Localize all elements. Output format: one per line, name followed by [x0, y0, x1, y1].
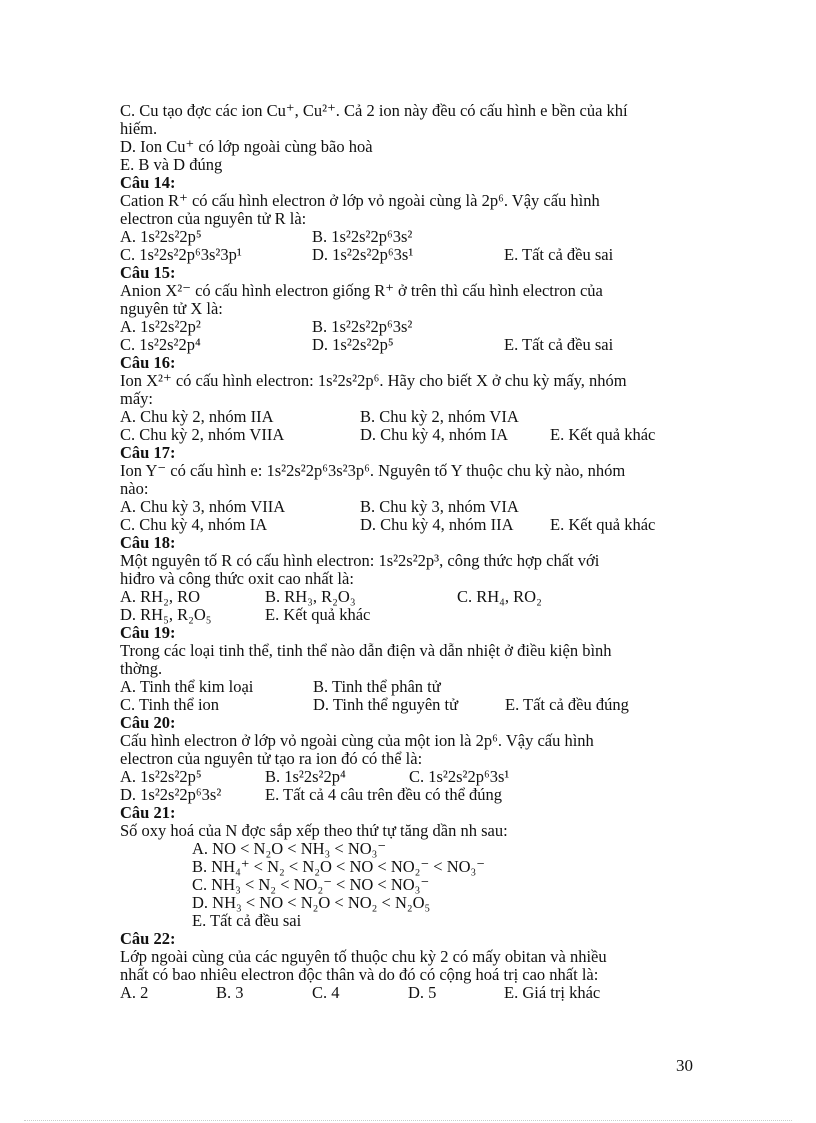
option-a: A. Tinh thể kim loại	[120, 677, 254, 696]
question-21-stem: Số oxy hoá của N đợc sắp xếp theo thứ tự tăng dần nh sau:	[120, 821, 508, 840]
question-18-stem: hiđro và công thức oxit cao nhất là:	[120, 569, 354, 588]
option-d: D. NH₃ < NO < N₂O < NO₂ < N₂O₅	[192, 893, 431, 912]
option-c: C. Chu kỳ 4, nhóm IA	[120, 515, 268, 534]
option-e: E. Tất cả đều đúng	[505, 695, 629, 714]
question-16-title: Câu 16:	[120, 353, 176, 372]
option-d: D. 1s²2s²2p⁶3s¹	[312, 245, 414, 264]
question-17-stem: Ion Y⁻ có cấu hình e: 1s²2s²2p⁶3s²3p⁶. Nguyên tố Y thuộc chu kỳ nào, nhóm	[120, 461, 626, 480]
options-row	[120, 426, 710, 444]
options-row	[120, 336, 710, 354]
option-b: B. Tinh thể phân tử	[313, 677, 441, 696]
question-19-stem: Trong các loại tinh thể, tinh thể nào dẫn điện và dẫn nhiệt ở điều kiện bình	[120, 641, 612, 660]
option-c: C. 1s²2s²2p⁶3s²3p¹	[120, 245, 242, 264]
options-row	[120, 408, 710, 426]
option-c: C. Tinh thể ion	[120, 695, 220, 714]
option-a: A. 1s²2s²2p⁵	[120, 767, 202, 786]
option-e: E. Tất cả đều sai	[504, 245, 614, 264]
option-a: A. 1s²2s²2p²	[120, 317, 201, 336]
question-14-title: Câu 14:	[120, 173, 176, 192]
question-16-stem: mấy:	[120, 389, 153, 408]
option-b: B. Chu kỳ 3, nhóm VIA	[360, 497, 519, 516]
option-b: B. NH₄⁺ < N₂ < N₂O < NO < NO₂⁻ < NO₃⁻	[192, 857, 485, 876]
text-line: D. Ion Cu⁺ có lớp ngoài cùng bão hoà	[120, 137, 373, 156]
page-number: 30	[676, 1056, 693, 1075]
question-22-title: Câu 22:	[120, 929, 176, 948]
options-row	[120, 588, 710, 606]
option-c: C. 1s²2s²2p⁶3s¹	[409, 767, 510, 786]
options-row	[120, 498, 710, 516]
question-22-stem: Lớp ngoài cùng của các nguyên tố thuộc chu kỳ 2 có mấy obitan và nhiều	[120, 947, 607, 966]
question-22-stem: nhất có bao nhiêu electron độc thân và do đó có cộng hoá trị cao nhất là:	[120, 965, 599, 984]
options-row	[120, 678, 710, 696]
option-b: B. 3	[216, 983, 244, 1002]
option-d: D. Tinh thể nguyên tử	[313, 695, 459, 714]
question-14-stem: Cation R⁺ có cấu hình electron ở lớp vỏ ngoài cùng là 2p⁶. Vậy cấu hình	[120, 191, 600, 210]
options-row	[120, 696, 710, 714]
options-row	[120, 606, 710, 624]
option-d: D. 5	[408, 983, 437, 1002]
option-b: B. Chu kỳ 2, nhóm VIA	[360, 407, 519, 426]
option-b: B. RH₃, R₂O₃	[265, 587, 356, 606]
option-c: C. 4	[312, 983, 340, 1002]
option-a: A. Chu kỳ 3, nhóm VIIA	[120, 497, 286, 516]
question-20-title: Câu 20:	[120, 713, 176, 732]
option-a: A. NO < N₂O < NH₃ < NO₃⁻	[192, 839, 387, 858]
option-e: E. Tất cả đều sai	[504, 335, 614, 354]
option-e: E. Tất cả 4 câu trên đều có thể đúng	[265, 785, 503, 804]
option-e: E. Tất cả đều sai	[192, 911, 302, 930]
question-19-title: Câu 19:	[120, 623, 176, 642]
options-row	[120, 228, 710, 246]
question-15-title: Câu 15:	[120, 263, 176, 282]
text-line: C. Cu tạo đợc các ion Cu⁺, Cu²⁺. Cả 2 ion này đều có cấu hình e bền của khí	[120, 101, 628, 120]
question-15-stem: nguyên tử X là:	[120, 299, 223, 318]
option-d: D. Chu kỳ 4, nhóm IIA	[360, 515, 514, 534]
question-20-stem: electron của nguyên tử tạo ra ion đó có thể là:	[120, 749, 423, 768]
footer-divider	[24, 1120, 792, 1121]
option-d: D. 1s²2s²2p⁵	[312, 335, 394, 354]
options-row	[120, 768, 710, 786]
text-line: hiếm.	[120, 119, 158, 138]
question-16-stem: Ion X²⁺ có cấu hình electron: 1s²2s²2p⁶. Hãy cho biết X ở chu kỳ mấy, nhóm	[120, 371, 627, 390]
question-14-stem: electron của nguyên tử R là:	[120, 209, 307, 228]
option-c: C. Chu kỳ 2, nhóm VIIA	[120, 425, 285, 444]
option-d: D. RH₅, R₂O₅	[120, 605, 212, 624]
question-19-stem: thờng.	[120, 659, 163, 678]
option-b: B. 1s²2s²2p⁶3s²	[312, 317, 413, 336]
option-d: D. Chu kỳ 4, nhóm IA	[360, 425, 509, 444]
options-row	[120, 984, 710, 1002]
text-line: E. B và D đúng	[120, 155, 223, 174]
option-b: B. 1s²2s²2p⁶3s²	[312, 227, 413, 246]
option-a: A. 1s²2s²2p⁵	[120, 227, 202, 246]
question-15-stem: Anion X²⁻ có cấu hình electron giống R⁺ ở trên thì cấu hình electron của	[120, 281, 603, 300]
question-18-stem: Một nguyên tố R có cấu hình electron: 1s²2s²2p³, công thức hợp chất với	[120, 551, 600, 570]
question-17-stem: nào:	[120, 479, 149, 498]
options-row	[120, 318, 710, 336]
option-a: A. Chu kỳ 2, nhóm IIA	[120, 407, 274, 426]
option-e: E. Kết quả khác	[550, 425, 656, 444]
option-e: E. Giá trị khác	[504, 983, 601, 1002]
option-e: E. Kết quả khác	[265, 605, 371, 624]
options-row	[120, 516, 710, 534]
option-c: C. RH₄, RO₂	[457, 587, 542, 606]
question-18-title: Câu 18:	[120, 533, 176, 552]
option-a: A. 2	[120, 983, 149, 1002]
document-body	[120, 102, 710, 1002]
question-20-stem: Cấu hình electron ở lớp vỏ ngoài cùng của một ion là 2p⁶. Vậy cấu hình	[120, 731, 594, 750]
option-b: B. 1s²2s²2p⁴	[265, 767, 346, 786]
option-c: C. NH₃ < N₂ < NO₂⁻ < NO < NO₃⁻	[192, 875, 430, 894]
option-d: D. 1s²2s²2p⁶3s²	[120, 785, 222, 804]
options-row	[120, 246, 710, 264]
option-a: A. RH₂, RO	[120, 587, 201, 606]
option-e: E. Kết quả khác	[550, 515, 656, 534]
option-c: C. 1s²2s²2p⁴	[120, 335, 201, 354]
options-row	[120, 786, 710, 804]
question-21-title: Câu 21:	[120, 803, 176, 822]
question-17-title: Câu 17:	[120, 443, 176, 462]
